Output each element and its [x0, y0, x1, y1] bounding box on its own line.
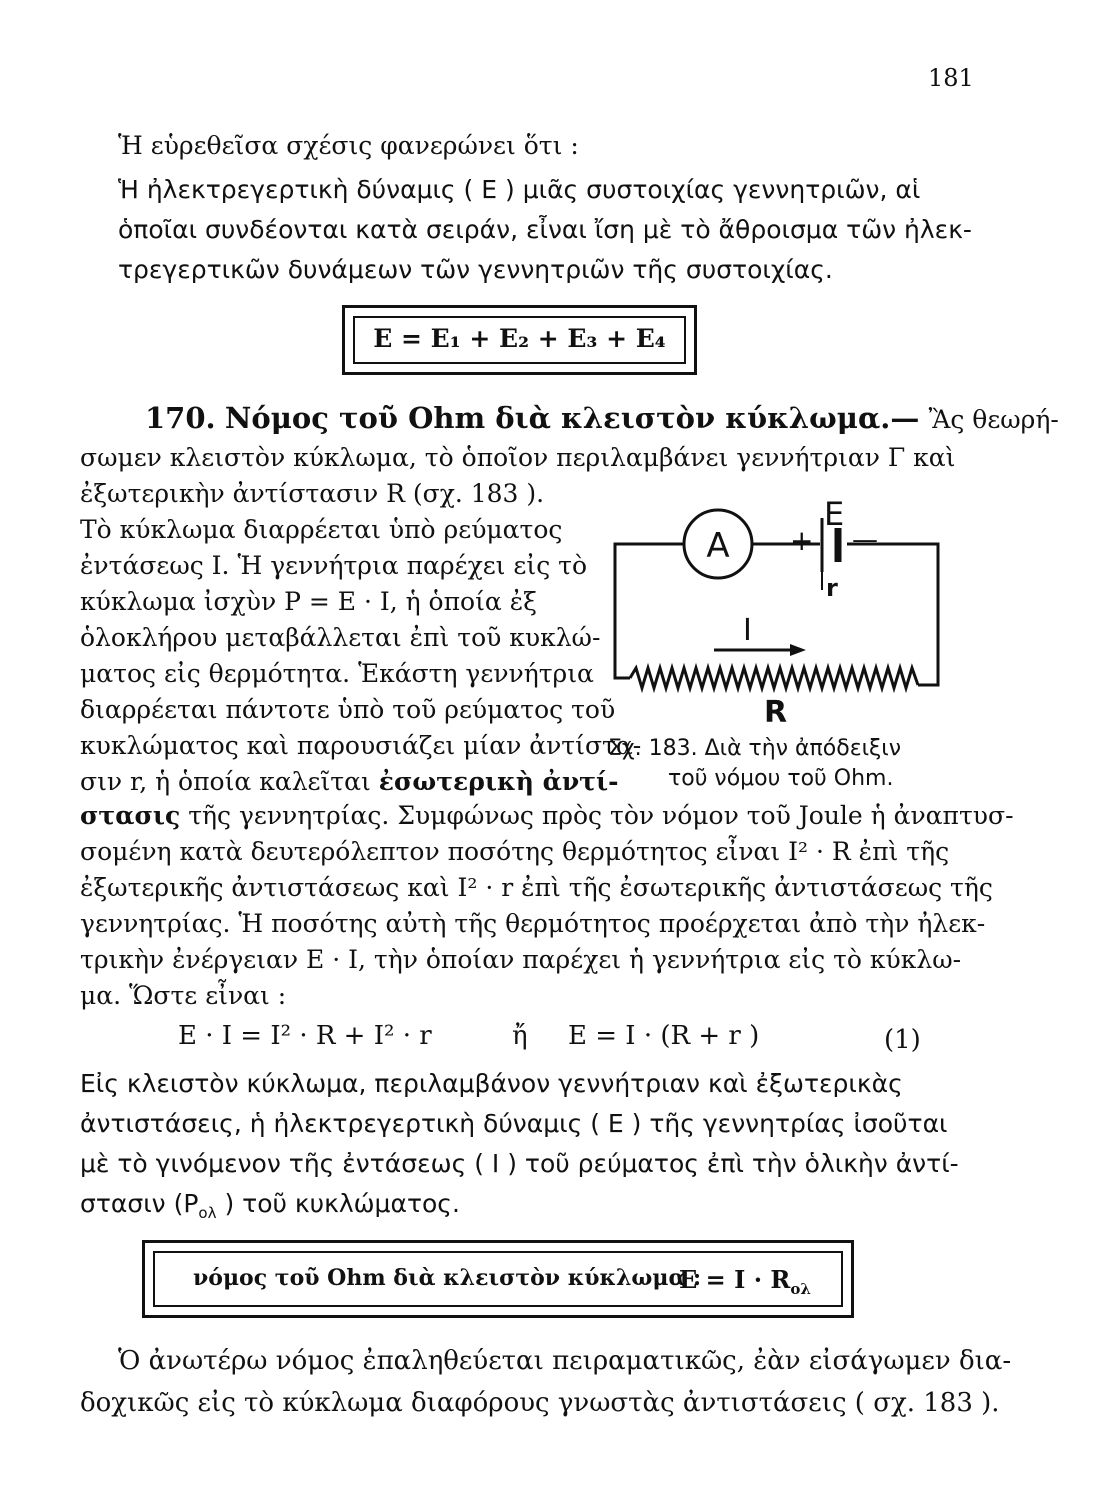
ohm-law-box: [142, 1240, 854, 1318]
ohm-law-formula: [679, 1265, 811, 1298]
minus-label: —: [852, 525, 878, 555]
paragraph-line-stasis: [80, 798, 1014, 834]
section-number: 170.: [145, 401, 216, 435]
circuit-wire: [847, 544, 938, 685]
formula-series: Ε = Ε₁ + Ε₂ + Ε₃ + Ε₄: [373, 324, 666, 353]
text-run: ) τοῦ κυκλώματος.: [224, 1189, 460, 1218]
circuit-diagram: [600, 500, 945, 725]
subscript: ολ: [790, 1279, 811, 1298]
ohm-law-inner: [153, 1251, 843, 1307]
paragraph-narrow: [80, 512, 641, 800]
paragraph-line: κύκλωμα ἰσχὺν Ρ = Ε · Ι, ἡ ὁποία ἐξ: [80, 587, 537, 616]
paragraph-line: ἐξωτερικὴν ἀντίστασιν R (σχ. 183 ).: [80, 479, 545, 508]
section-heading: [145, 400, 1059, 438]
equation-left: Ε · Ι = Ι² · R + Ι² · r: [178, 1021, 432, 1051]
rule2-line: [80, 1184, 959, 1233]
term-internal-resistance: ἐσωτερικὴ ἀντί-: [378, 767, 619, 796]
rule2-line: μὲ τὸ γινόμενον τῆς ἐντάσεως ( Ι ) τοῦ ρεύματος ἐπὶ τὴν ὁλικὴν ἀντί-: [80, 1149, 959, 1178]
equation-or: ἤ: [512, 1021, 528, 1051]
current-label: I: [743, 613, 752, 648]
figure-caption-line: Σχ. 183. Διὰ τὴν ἀπόδειξιν: [608, 736, 902, 761]
section-title-continuation: Ἂς θεωρή-: [928, 405, 1059, 434]
paragraph-line-internal-r: [80, 764, 641, 800]
plus-label: +: [790, 524, 814, 557]
closing-paragraph: [80, 1340, 1012, 1424]
term-stasis: στασις: [80, 801, 181, 830]
page-number: 181: [928, 64, 974, 92]
circuit-figure: [600, 500, 945, 725]
paragraph-line: διαρρέεται πάντοτε ὑπὸ τοῦ ρεύματος τοῦ: [80, 695, 616, 724]
paragraph-continuation: [80, 798, 1014, 1014]
paragraph-line: τρικὴν ἐνέργειαν Ε · Ι, τὴν ὁποίαν παρέχει ἡ γεννήτρια εἰς τὸ κύκλω-: [80, 945, 962, 974]
equation-number: (1): [884, 1025, 921, 1055]
paragraph-line: ματος εἰς θερμότητα. Ἑκάστη γεννήτρια: [80, 659, 594, 688]
paragraph-line: σωμεν κλειστὸν κύκλωμα, τὸ ὁποῖον περιλαμβάνει γεννήτριαν Γ καὶ: [80, 443, 956, 472]
paragraph-line: μα. Ὥστε εἶναι :: [80, 981, 287, 1010]
paragraph-line: ἐντάσεως Ι. Ἡ γεννήτρια παρέχει εἰς τὸ: [80, 551, 588, 580]
resistor-label: R: [764, 695, 788, 725]
resistor-icon: [630, 668, 918, 688]
subscript: ολ: [198, 1204, 217, 1222]
rule1-line: τρεγερτικῶν δυνάμεων τῶν γεννητριῶν τῆς συστοιχίας.: [118, 255, 833, 284]
formula-series-box: [342, 305, 697, 375]
text-run: τῆς γεννητρίας. Συμφώνως πρὸς τὸν νόμον τοῦ Joule ἡ ἀναπτυσ-: [180, 801, 1014, 830]
current-arrow-head: [790, 644, 806, 656]
intro-line: Ἡ εὑρεθεῖσα σχέσις φανερώνει ὅτι :: [118, 131, 579, 160]
emf-label: E: [824, 500, 845, 533]
ohm-law-label: νόμος τοῦ Ohm διὰ κλειστὸν κύκλωμα :: [193, 1265, 702, 1291]
equation-right: Ε = Ι · (R + r ): [568, 1021, 760, 1051]
closing-line: Ὁ ἀνωτέρω νόμος ἐπαληθεύεται πειραματικῶς, ἐὰν εἰσάγωμεν δια-: [118, 1346, 1012, 1376]
paragraph-line: ἐξωτερικῆς ἀντιστάσεως καὶ Ι² · r ἐπὶ τῆς ἐσωτερικῆς ἀντιστάσεως τῆς: [80, 873, 993, 902]
text-run: σιν r, ἡ ὁποία καλεῖται: [80, 767, 379, 796]
ammeter-label: A: [706, 526, 730, 566]
paragraph-line: γεννητρίας. Ἡ ποσότης αὐτὴ τῆς θερμότητος προέρχεται ἀπὸ τὴν ἠλεκ-: [80, 909, 986, 938]
rule2-line: Εἰς κλειστὸν κύκλωμα, περιλαμβάνον γεννήτριαν καὶ ἐξωτερικὰς: [80, 1069, 903, 1098]
rule-series-emf: [118, 170, 972, 290]
internal-r-label: r: [826, 574, 838, 602]
figure-caption-line: τοῦ νόμου τοῦ Ohm.: [668, 766, 894, 791]
paragraph-line: σομένη κατὰ δευτερόλεπτον ποσότης θερμότητος εἶναι Ι² · R ἐπὶ τῆς: [80, 837, 950, 866]
formula-series-inner: [353, 316, 686, 364]
paragraph-line: Τὸ κύκλωμα διαρρέεται ὑπὸ ρεύματος: [80, 515, 563, 544]
paragraph-line: ὁλοκλήρου μεταβάλλεται ἐπὶ τοῦ κυκλώ-: [80, 623, 601, 652]
section-title: Νόμος τοῦ Ohm διὰ κλειστὸν κύκλωμα.—: [224, 401, 920, 435]
text-run: Ε = Ι · R: [679, 1265, 791, 1294]
rule-ohm-closed-circuit: [80, 1064, 959, 1233]
paragraph-line: κυκλώματος καὶ παρουσιάζει μίαν ἀντίστα-: [80, 731, 642, 760]
rule1-line: Ἡ ἠλεκτρεγερτικὴ δύναμις ( Ε ) μιᾶς συστοιχίας γεννητριῶν, αἱ: [118, 175, 921, 204]
rule1-line: ὁποῖαι συνδέονται κατὰ σειράν, εἶναι ἴση μὲ τὸ ἄθροισμα τῶν ἠλεκ-: [118, 215, 972, 244]
text-run: στασιν (Ρ: [80, 1189, 199, 1218]
circuit-wire: [615, 544, 684, 678]
closing-line: δοχικῶς εἰς τὸ κύκλωμα διαφόρους γνωστὰς ἀντιστάσεις ( σχ. 183 ).: [80, 1388, 1000, 1418]
rule2-line: ἀντιστάσεις, ἡ ἠλεκτρεγερτικὴ δύναμις ( Ε ) τῆς γεννητρίας ἰσοῦται: [80, 1109, 948, 1138]
figure-caption: [608, 734, 901, 794]
